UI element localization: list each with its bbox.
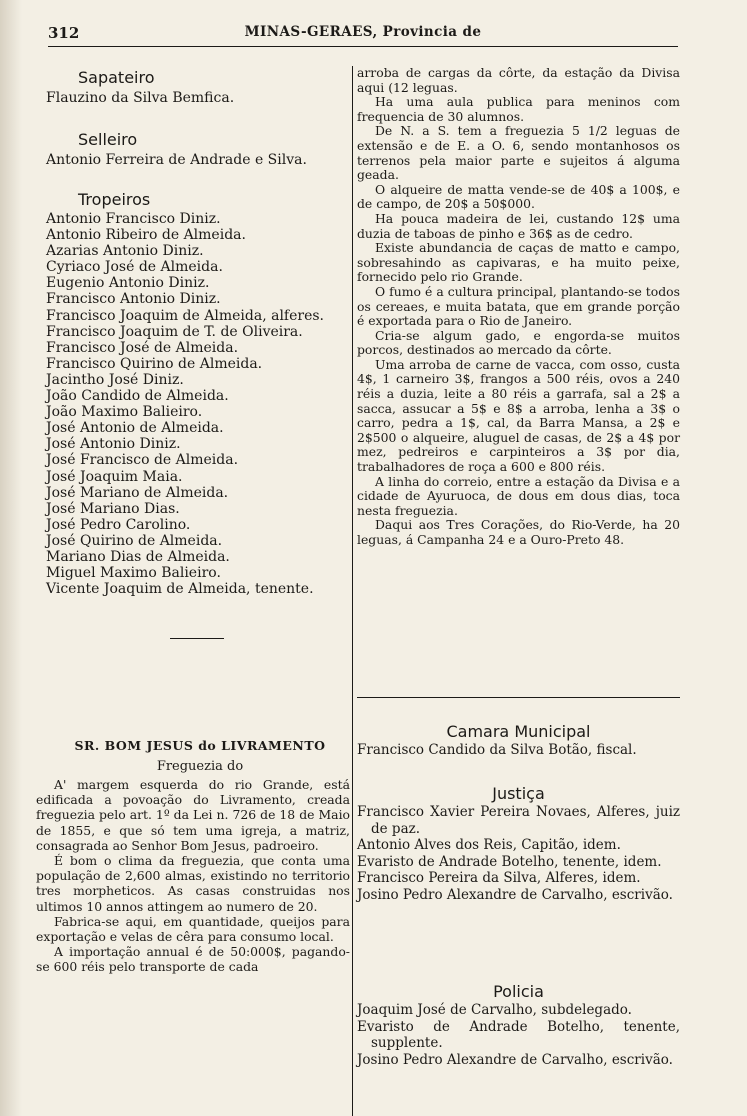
list-item: Francisco Pereira da Silva, Alferes, idem. (357, 870, 641, 886)
list-item: José Quirino de Almeida. (46, 532, 223, 549)
list-item: Miguel Maximo Balieiro. (46, 565, 221, 582)
paragraph: Daqui aos Tres Corações, do Rio-Verde, ha 20 leguas, á Campanha 24 e a Ouro-Preto 48. (357, 517, 680, 547)
heading-policia: Policia (493, 982, 544, 1001)
list-item: José Antonio Diniz. (46, 436, 181, 453)
heading-sapateiro: Sapateiro (78, 68, 155, 87)
list-item: João Candido de Almeida. (46, 388, 229, 405)
list-item: Antonio Ribeiro de Almeida. (46, 227, 246, 244)
list-item: José Pedro Carolino. (46, 516, 191, 533)
heading-camara: Camara Municipal (446, 722, 591, 741)
running-title: MINAS-GERAES, Provincia de (244, 24, 482, 40)
section-divider (357, 697, 680, 698)
paragraph: Fabrica-se aqui, em quantidade, queijos para exportação e velas de cêra para consumo local. (36, 913, 350, 945)
list-item: Evaristo de Andrade Botelho, tenente, idem. (357, 853, 662, 870)
list-item: Jacintho José Diniz. (46, 371, 184, 388)
subheading-freguezia: Freguezia do (156, 759, 244, 774)
paragraph: Ha pouca madeira de lei, custando 12$ uma duzia de taboas de pinho e 36$ as de cedro. (357, 210, 680, 241)
list-item: Francisco Candido da Silva Botão, fiscal. (357, 742, 637, 758)
list-item: Francisco Joaquim de Almeida, alferes. (46, 307, 324, 324)
list-item: Cyriaco José de Almeida. (46, 259, 223, 276)
policia-section (357, 982, 680, 1068)
list-item: Josino Pedro Alexandre de Carvalho, escrivão. (357, 1051, 673, 1068)
list-item: José Mariano de Almeida. (46, 484, 229, 501)
page-header (48, 22, 678, 47)
list-item: Evaristo de Andrade Botelho, tenente, supplente. (357, 1018, 680, 1051)
list-item: João Maximo Balieiro. (46, 404, 203, 421)
paragraph: A importação annual é de 50:000$, pagando-se 600 réis pelo transporte de cada (36, 944, 350, 975)
heading-selleiro: Selleiro (78, 130, 138, 149)
paragraph: É bom o clima da freguezia, que conta uma população de 2,600 almas, existindo no territorio tres morpheticos. As casas construidas nos ultimos 10 annos attingem ao numero de 20. (36, 853, 350, 914)
heading-bom-jesus: SR. BOM JESUS do LIVRAMENTO (74, 738, 326, 753)
heading-justica: Justiça (492, 784, 545, 803)
page-edge-shadow (0, 0, 22, 1116)
justica-section (357, 784, 680, 903)
tropeiros-list (46, 211, 324, 597)
list-item: Mariano Dias de Almeida. (46, 548, 230, 565)
list-item: Vicente Joaquim de Almeida, tenente. (46, 581, 314, 598)
list-item: Francisco Joaquim de T. de Oliveira. (46, 323, 303, 340)
paragraph: arroba de cargas da côrte, da estação da Divisa aqui (12 leguas. (357, 65, 680, 95)
paragraph: Existe abundancia de caças de matto e campo, sobresahindo as capivaras, e ha muito peixe, fornecido pelo rio Grande. (357, 240, 680, 285)
list-item: José Mariano Dias. (46, 500, 180, 517)
list-item: José Antonio de Almeida. (46, 420, 224, 437)
list-item: Eugenio Antonio Diniz. (46, 275, 210, 292)
list-item: Antonio Francisco Diniz. (46, 211, 221, 227)
paragraph: Cria-se algum gado, e engorda-se muitos porcos, destinados ao mercado da côrte. (357, 327, 680, 358)
list-item: Francisco Quirino de Almeida. (46, 355, 263, 372)
page-number: 312 (48, 24, 80, 42)
paragraph: De N. a S. tem a freguezia 5 1/2 leguas de extensão e de E. a O. 6, sendo montanhosos os terrenos pela maior parte e sujeitos á alguma geada. (357, 123, 680, 183)
section-divider (170, 638, 224, 639)
paragraph: Uma arroba de carne de vacca, com osso, custa 4$, 1 carneiro 3$, frangos a 500 réis, ovos a 240 réis a duzia, leite a 80 réis a garrafa, sal a 2$ a sacca, assucar a 5$ e 8$ a arroba, lenha a 3$ o carro, pedra a 1$, cal, da Barra Mansa, a 2$ e 2$500 o alqueire, aluguel de casas, de 2$ a 4$ por mez, pedreiros e carpinteiros a 3$ por dia, trabalhadores de roça a 600 e 800 réis. (357, 356, 680, 475)
paragraph: O alqueire de matta vende-se de 40$ a 100$, e de campo, de 20$ a 50$000. (357, 181, 680, 212)
list-item: José Joaquim Maia. (46, 468, 183, 485)
selleiro-name: Antonio Ferreira de Andrade e Silva. (46, 152, 307, 168)
list-item: Azarias Antonio Diniz. (46, 243, 204, 260)
list-item: Francisco José de Almeida. (46, 339, 239, 356)
bom-jesus-text (36, 777, 350, 975)
list-item: Francisco Antonio Diniz. (46, 291, 221, 308)
list-item: Francisco Xavier Pereira Novaes, Alferes, juiz de paz. (357, 804, 680, 837)
camara-section (357, 722, 680, 759)
paragraph: A linha do correio, entre a estação da Divisa e a cidade de Ayuruoca, de dous em dous dias, toca nesta freguezia. (357, 473, 680, 518)
list-item: José Francisco de Almeida. (46, 452, 239, 469)
paragraph: O fumo é a cultura principal, plantando-se todos os cereaes, e muita batata, que em grande porção é exportada para o Rio de Janeiro. (357, 283, 680, 329)
list-item: Joaquim José de Carvalho, subdelegado. (357, 1002, 632, 1018)
freguezia-description (357, 66, 680, 548)
list-item: Antonio Alves dos Reis, Capitão, idem. (357, 837, 621, 853)
list-item: Josino Pedro Alexandre de Carvalho, escrivão. (357, 886, 673, 903)
sapateiro-name: Flauzino da Silva Bemfica. (46, 90, 235, 106)
paragraph: A' margem esquerda do rio Grande, está edificada a povoação do Livramento, creada freguezia pelo art. 1º da Lei n. 726 de 18 de Maio de 1855, e que só tem uma igreja, a matriz, consagrada ao Senhor Bom Jesus, padroeiro. (36, 777, 350, 853)
paragraph: Ha uma aula publica para meninos com frequencia de 30 alumnos. (357, 94, 680, 124)
column-divider (352, 66, 353, 1116)
heading-tropeiros: Tropeiros (78, 190, 151, 209)
